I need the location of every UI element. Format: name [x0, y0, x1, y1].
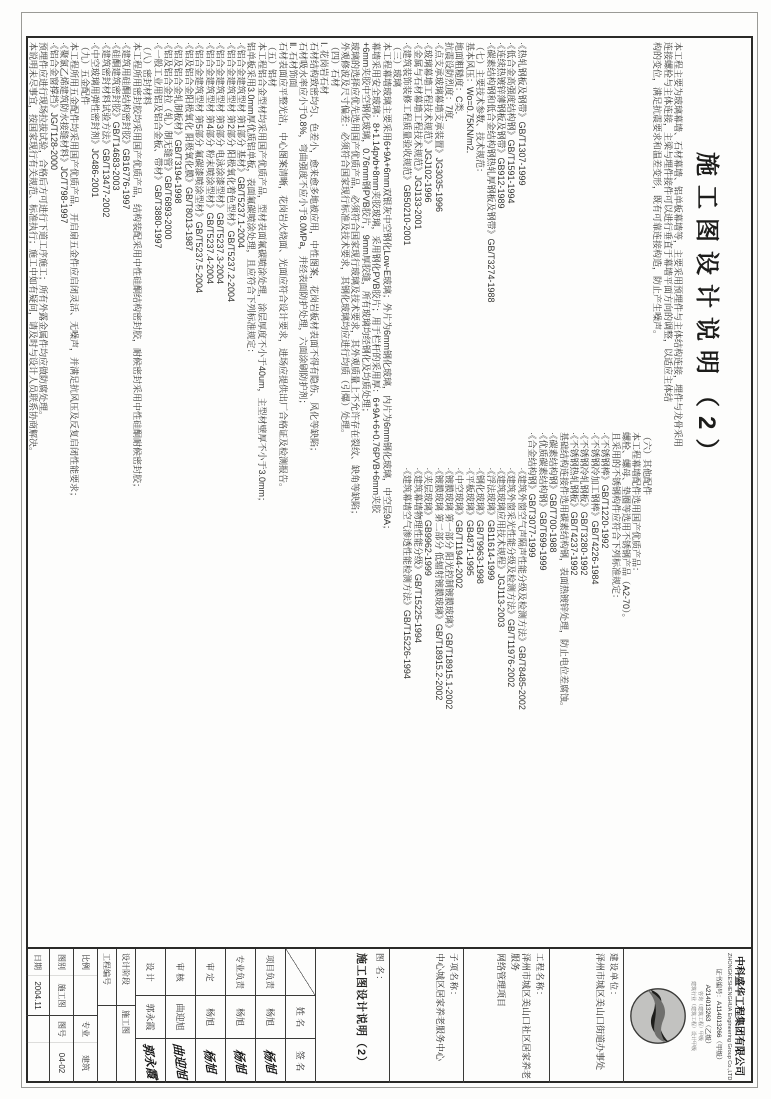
text-line: 本工程所用密封胶均采用国产优质产品，结构装配采用中性硅酮结构密封胶，耐候密封采用中性硅酮耐候密封胶； — [131, 42, 142, 493]
text-line: ·《硅酮建筑密封胶》GB/T14683-2003 — [111, 42, 122, 191]
info-cell — [49, 949, 73, 1016]
info-value: 2004.11 — [33, 981, 42, 1010]
text-line: （三）玻璃 — [392, 42, 403, 88]
text-line: +6mm夹胶中空钢化玻璃，0.76mm钢PVB胶片，9mm厚胶缝，所有玻璃均经钢化及均质处理； — [360, 42, 371, 417]
subitem-cell — [389, 949, 463, 1083]
text-line: 本工程铝合金型材均采用国产优质产品，型材表面氟碳喷涂处理，涂层厚度不小于40um，主型材壁厚不小于3.0mm； — [256, 42, 267, 507]
signer-role: 审 核 — [166, 949, 195, 996]
owner-label: 建设单位： — [609, 953, 619, 1001]
standard-entry: ·《建筑外窗空气声隔声性能分级及检测方法》GB/T8485-2002 — [516, 467, 527, 710]
signer-signature: 杨旭 — [261, 1048, 279, 1074]
standard-entry: ·《点支承玻璃幕墙支承装置》JG3035-1996 — [433, 42, 444, 213]
company-cell — [623, 949, 753, 1083]
text-line: ·《不锈钢冷加工钢棒》GB/T4226-1984 — [589, 432, 600, 585]
info-value — [26, 1043, 49, 1083]
standard-entry: ·《建筑外窗采光性能分级及检测方法》GB/T11976-2002 — [506, 467, 517, 688]
company-name: 中科盛华工程集团有限公司 — [733, 956, 744, 1076]
text-line: ·《不锈钢热轧钢板》GB/T4237-1992 — [568, 432, 579, 576]
drawing-name-label: 图 名： — [375, 953, 385, 985]
text-line: ·《铝及铝合金轧制板材》GB/T3194-1998 — [173, 42, 184, 204]
drawing-info-grid — [26, 949, 97, 1083]
project-cell — [463, 949, 549, 1083]
signature-header-row — [285, 949, 315, 1083]
standards-left-column — [402, 42, 527, 467]
signer-name: 杨旭 — [226, 996, 255, 1039]
materials-sections — [28, 42, 402, 947]
text-line: ·《铝合金建筑型材 第3部分 电泳涂漆型材》GB/T5237.3-2004 — [215, 42, 226, 285]
drawing-name-cell — [315, 949, 389, 1083]
signer-role: 项目负责 — [256, 949, 285, 996]
company-name-en: ZHONGKESHENGHUA Engineering Group Co.,LTD — [726, 953, 732, 1081]
standard-entry: ·《低合金高强度结构钢》GB/T1591-1994 — [506, 42, 517, 204]
signature-row — [136, 949, 165, 1083]
design-stage-row — [116, 949, 135, 1083]
text-line: ·《不锈钢冷轧钢板》GB/T3280-1992 — [579, 432, 590, 576]
text-line: 石材结构致密均匀、色差小，愈来愈多地被应用，中性图案，花岗岩板材表面不得有隐伤、风化等缺陷； — [308, 42, 319, 457]
text-line: ·《铝合金建筑型材 第5部分 氟碳漆喷涂型材》GB/T5237.5-2004 — [194, 42, 205, 294]
signer-role: 设 计 — [136, 949, 165, 996]
info-label: 专业 — [74, 1016, 97, 1043]
signature-table — [135, 949, 315, 1083]
signer-signature: 杨旭 — [201, 1048, 219, 1074]
standard-entry: ·《建筑幕墙物理性能分级》GB/T15225-1994 — [412, 467, 423, 643]
subitem-value: 中心城区居家养老服务中心 — [435, 953, 445, 1062]
text-line: ·《一般工业用铝及铝合金板、带材》GB/T3880-1997 — [152, 42, 163, 249]
signer-signature: 杨旭 — [231, 1048, 249, 1074]
text-line: 本工程幕墙玻璃主要采用6+9A+6mm双银灰中空钢化Low-E玻璃；外片为6mm钢化玻璃，内片为6mm钢化玻璃，中空层9A； — [381, 42, 392, 535]
standard-entry: ·《镀膜玻璃 第一部分 阳光控制镀膜玻璃》GB/T18915.1-2002 — [444, 467, 455, 710]
standards-right-column — [402, 467, 527, 947]
text-line: ·《合金结构钢》GB/T3077-1999 — [527, 432, 538, 558]
text-line: ·《铝及铝合金拉（轧）制无缝管》GB/T6893-2000 — [163, 42, 174, 240]
signer-signature: 郭永霞 — [140, 1042, 160, 1080]
signature-row — [165, 949, 195, 1083]
text-line: Ⅱ. 石材饰面 — [287, 42, 298, 88]
certificate-number-2: A214013263（乙级） — [704, 984, 711, 1048]
project-name-line2: 网络管理项目 — [496, 953, 506, 1008]
stage-block — [97, 949, 135, 1083]
info-cell — [26, 949, 49, 1016]
standard-entry: ·《浮法玻璃》GB11614-1999 — [485, 467, 496, 581]
standard-entry: ·《热轧钢板及钢带》GB/T1307-1999 — [516, 42, 527, 186]
text-line: （六）其他配件 — [641, 432, 652, 496]
signature-row — [195, 949, 225, 1083]
qualification-note-2: 建筑行业（建筑工程）设计甲级 — [690, 980, 696, 1051]
signature-row — [225, 949, 255, 1083]
text-line: ·《不锈钢棒》GB/T1220-1992 — [600, 432, 611, 549]
text-line: ·《中空玻璃用弹性密封剂》JC486-2001 — [90, 42, 101, 198]
standard-entry: ·《中空玻璃》GB/T11944-2002 — [454, 467, 465, 589]
title-block — [26, 947, 753, 1083]
text-line: 玻璃的选择应优先选用国产优质产品，必须符合国家现行玻璃及技术要求，其外观质量上不允许存在裂纹、缺角等缺陷； — [350, 42, 361, 520]
info-cell — [49, 1016, 73, 1083]
project-number-row — [98, 949, 116, 1083]
owner-value: 泽州市城区美山口街道办事处 — [595, 953, 605, 1071]
text-line: ·《建筑用硅酮结构密封胶》GB16776-1997 — [121, 42, 132, 210]
standard-entry: ·《建筑幕墙空气渗透性能检测方法》GB/T15226-1994 — [402, 467, 413, 679]
text-line: 铝单板采用3.0mm厚优质铝单板，表面氟碳喷涂处理，且应符合下列标准规定： — [246, 42, 257, 358]
standard-entry: ·《钢化玻璃》GB/T9963-1998 — [475, 467, 486, 584]
text-line: 石材吸水率应小于0.8%，弯曲强度不应小于8.0MPa，并经表面防护处理，六面涂刷防护剂； — [298, 42, 309, 409]
text-line: 且采用的不锈钢构件应符合下列标准规定： — [610, 432, 621, 604]
text-line: 构的变位，满足抗震要求和温差变形，既有可靠连接构造，防止产生噪声。 — [652, 42, 663, 340]
project-number-label: 工程编号 — [98, 949, 116, 1006]
signer-name: 郭永霞 — [136, 996, 165, 1039]
text-line: ·《聚氯乙烯建筑防水接缝材料》JC/T798-1997 — [59, 42, 70, 224]
standard-entry: ·《金属与石材幕墙工程技术规范》JGJ133-2001 — [412, 42, 423, 230]
standard-entry: ·《建筑玻璃应用技术规程》JGJ113-2003 — [496, 467, 507, 628]
text-line: ·《铝及铝合金阳极氧化 阳极氧化膜》GB/T8013-1987 — [183, 42, 194, 252]
standard-entry: ·《平板玻璃》GB4871-1995 — [464, 467, 475, 576]
text-line: ·《建筑密封材料试验方法》GB/T13477-2002 — [100, 42, 111, 218]
page-title: 施工图设计说明（2） — [693, 152, 720, 472]
signer-name: 杨旭 — [196, 996, 225, 1039]
standard-entry: ·《碳素结构钢和低合金结构钢热轧厚钢板及钢带》GB/T3274-1988 — [485, 42, 496, 303]
text-line: 预埋件应进行现场拉拔试验，合格后方可进行下道工序施工；所有外露金属件均应做防腐处理。 — [38, 42, 49, 421]
standard-entry: ·《夹层玻璃》GB9962-1999 — [423, 467, 434, 576]
text-line: 石材表面应平整光洁，中心图案清晰，花岗岩火烧面、光面应符合设计要求，进场应提供出厂合格证及检测报告。 — [277, 42, 288, 493]
certificate-number-1: 证书编号：A114013266（甲级） — [715, 968, 722, 1064]
drawing-name-value: 施工图设计说明（2） — [355, 953, 367, 1069]
info-value: 04-02 — [57, 1052, 66, 1074]
subitem-label: 子项名称： — [449, 953, 459, 1001]
text-line: 基础结构连接件选用碳素结构钢，表面热镀锌处理，防止电位差腐蚀。 — [558, 432, 569, 712]
company-logo-icon — [627, 953, 687, 1079]
info-label: 图别 — [50, 949, 73, 976]
name-column-header: 姓 名 — [286, 996, 315, 1039]
signature-column-header: 签 名 — [295, 1050, 305, 1072]
standard-entry: ·《建筑装饰装修工程质量验收规范》GB50210-2001 — [402, 42, 413, 246]
text-line: 螺栓、螺母、垫圈等选用不锈钢产品（A2-70）。 — [620, 432, 631, 623]
text-line: 连接螺栓与主体连接，主梁与埋件接件可以进行垂直于幕墙平面方向的调整，以适应主体结 — [662, 42, 673, 403]
signer-name: 曲迎旭 — [166, 996, 195, 1039]
project-number-value — [98, 1006, 116, 1010]
qualification-note-1: 咨询（建筑工程）甲级 — [697, 990, 703, 1041]
project-name-line1: 泽州市城区美山口社区居家养老服务 — [510, 953, 531, 1080]
section-other-fittings — [527, 432, 652, 947]
standard-entry: ·《镀膜玻璃 第二部分 低辐射镀膜玻璃》GB/T18915.2-2002 — [433, 467, 444, 701]
text-line: （五）铝材 — [267, 42, 278, 88]
info-label: 图号 — [50, 1016, 73, 1043]
text-line: Ⅰ. 花岗岩石材 — [319, 42, 330, 95]
standard-entry: 地面粗糙度：C类． — [454, 42, 465, 121]
text-line: ·《铝合金建筑型材 第4部分 粉末喷涂型材》GB/T5237.4-2004 — [204, 42, 215, 285]
notes-body — [28, 42, 751, 947]
info-label: 日期 — [26, 949, 49, 976]
info-label: 比例 — [74, 949, 97, 976]
signer-role: 审 定 — [196, 949, 225, 996]
info-value: 建筑 — [81, 1055, 90, 1071]
text-line: 外观修波及尺寸偏差：必须符合国家现行标准及技术要求，其钢化玻璃均应进行均质（引爆）处理。 — [340, 42, 350, 439]
standard-entry: ·《连续热镀锌薄钢板及钢带》GB912-1989 — [496, 42, 507, 209]
text-line: 本工程幕墙配件选用国产优质产品： — [631, 432, 642, 577]
info-cell — [26, 1016, 49, 1083]
standard-entry: ·《玻璃幕墙工程技术规范》JGJ102-1996 — [423, 42, 434, 203]
diagonal-header-cell — [286, 949, 315, 996]
text-line: 本工程所用五金配件均采用国产优质产品，开启扇五金件应启闭灵活、无噪声，并满足抗风压及反复启闭性能要求； — [69, 42, 80, 502]
info-value: 施工图 — [57, 983, 66, 1008]
text-line: 本说明未尽事宜，按国家现行有关规范、标准执行；施工中如有疑问，请及时与设计人员联系协商解决。 — [28, 42, 38, 457]
signer-role: 专业负责 — [226, 949, 255, 996]
standard-entry: 抗震设防烈度：7度． — [444, 42, 455, 129]
text-line: ·《铝合金窗撑挡》JG/T128-2000 — [48, 42, 59, 171]
standards-list — [402, 42, 527, 947]
info-cell — [73, 1016, 97, 1083]
text-line: 本工程主要为玻璃幕墙、石材幕墙、铝单板幕墙等，主要采用预埋件与主体结构连接，埋件与龙骨采用 — [673, 42, 683, 448]
text-line: （九）五金配件 — [79, 42, 90, 106]
design-stage-label: 设计阶段 — [117, 949, 135, 1006]
signer-name: 杨旭 — [256, 996, 285, 1039]
info-cell — [73, 949, 97, 1016]
text-line: ·《铝合金建筑型材 第1部分 基材》GB/T5237.1-2004 — [235, 42, 246, 249]
info-label — [26, 1016, 49, 1043]
intro-paragraph — [652, 42, 683, 947]
project-label: 工程名称： — [535, 953, 545, 1001]
text-line: ·《碳素结构钢》GB/T700-1988 — [548, 432, 559, 553]
text-line: ·《优质碳素结构钢》GB/T699-1999 — [537, 432, 548, 571]
standard-entry: 基本风压：Wo=0.75KN/m2． — [464, 42, 475, 160]
text-line: ·《铝合金建筑型材 第2部分 阳极氧化着色型材》GB/T5237.2-2004 — [225, 42, 236, 303]
standard-entry: （七）主要技术参数、技术规范： — [475, 42, 486, 178]
design-stage-value: 施工图 — [121, 1010, 131, 1034]
text-line: （八）密封材料 — [142, 42, 153, 106]
text-line: 幕墙采用安全玻璃：8+1.14pvb+8mm夹胶玻璃，采用钢化PVB胶片；用于栏杆的采用厚：6+9A+6+0.76PVB+6mm夹胶 — [371, 42, 382, 514]
info-value — [74, 976, 97, 1015]
text-line: （四）石材 — [329, 42, 340, 88]
owner-cell — [549, 949, 623, 1083]
signature-row — [255, 949, 285, 1083]
signer-signature: 曲迎旭 — [170, 1042, 190, 1080]
